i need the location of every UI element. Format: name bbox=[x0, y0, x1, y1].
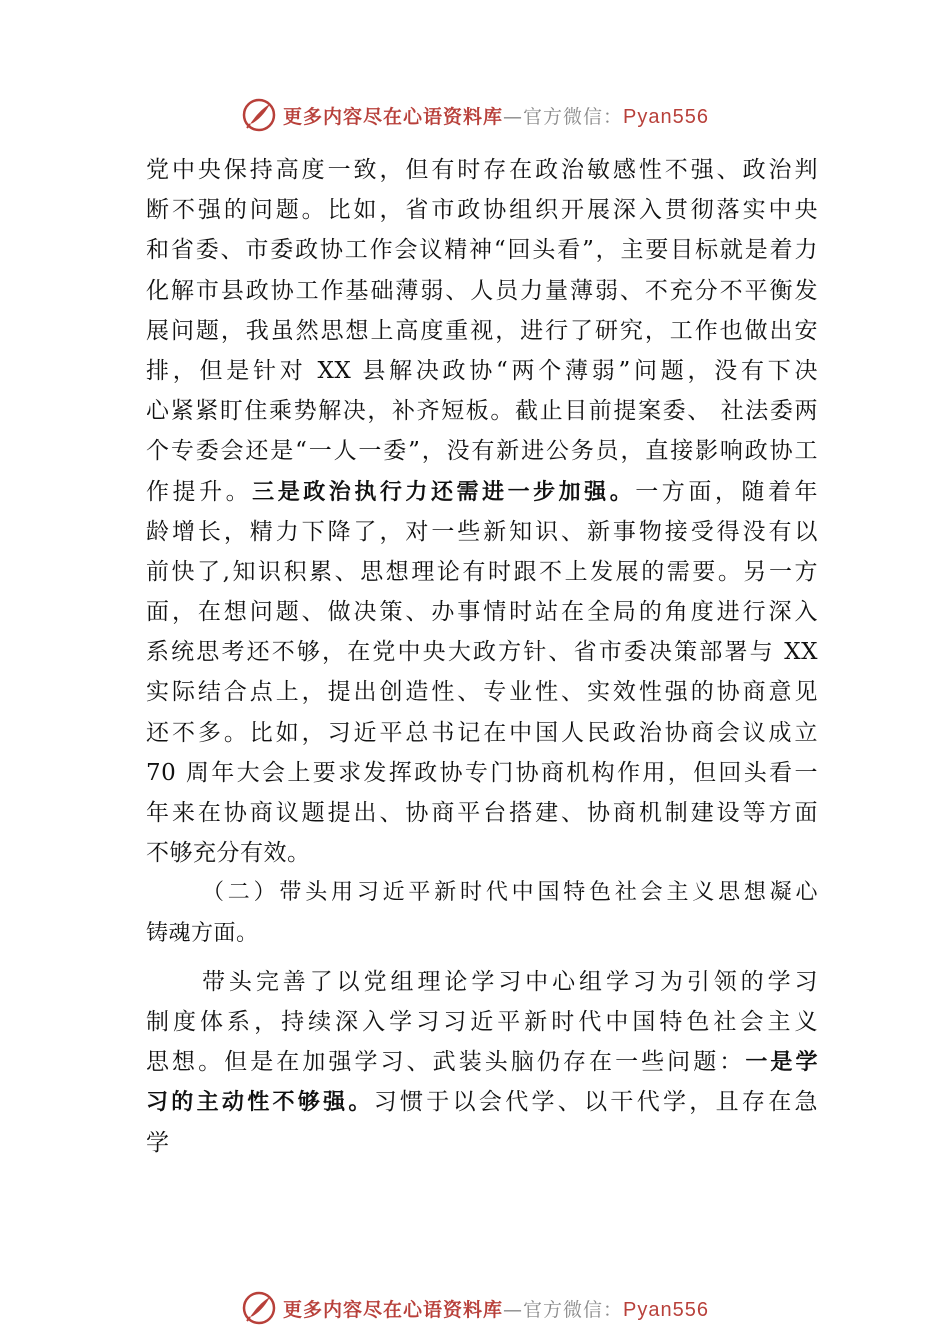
text-line bbox=[146, 1082, 818, 1122]
footer-text bbox=[283, 1295, 709, 1322]
header-banner bbox=[0, 95, 950, 135]
quill-logo-icon bbox=[241, 97, 277, 133]
header-text bbox=[283, 102, 709, 129]
text-line: 带头完善了以党组理论学习中心组学习为引领的学习 bbox=[202, 968, 818, 995]
text-line: 和省委、市委政协工作会议精神“回头看”，主要目标就是着力 bbox=[146, 237, 818, 264]
text-line: 断不强的问题。比如，省市政协组织开展深入贯彻落实中央 bbox=[146, 197, 818, 224]
header-dash: — bbox=[503, 105, 524, 128]
bold-point: 三是政治执行力还需进一步加强。 bbox=[252, 479, 636, 505]
header-site-name: 更多内容尽在心语资料库 bbox=[283, 105, 504, 128]
section-heading: （二）带头用习近平新时代中国特色社会主义思想凝心 bbox=[202, 880, 818, 906]
text-line bbox=[146, 1042, 818, 1082]
text-line: 排，但是针对 XX 县解决政协“两个薄弱”问题，没有下决 bbox=[146, 357, 818, 384]
quill-logo-icon bbox=[241, 1290, 277, 1326]
text-line: 党中央保持高度一致，但有时存在政治敏感性不强、政治判 bbox=[146, 157, 818, 183]
text-line: 系统思考还不够，在党中央大政方针、省市委决策部署与 XX bbox=[146, 639, 818, 666]
text-segment: 作提升。 bbox=[146, 478, 253, 505]
text-segment: 习惯于以会代学、以干代学，且存在急 bbox=[373, 1089, 818, 1116]
header-wechat-label: 官方微信： bbox=[523, 105, 624, 128]
bold-point: 习的主动性不够强。 bbox=[146, 1090, 374, 1116]
text-line: 化解市县政协工作基础薄弱、人员力量薄弱、不充分不平衡发 bbox=[146, 277, 818, 304]
text-segment: 思想。但是在加强学习、武装头脑仍存在一些问题： bbox=[146, 1049, 746, 1076]
text-line: 实际结合点上，提出创造性、专业性、实效性强的协商意见 bbox=[146, 679, 818, 706]
document-body bbox=[146, 150, 818, 1163]
text-line: 还不多。比如，习近平总书记在中国人民政治协商会议成立 bbox=[146, 719, 818, 746]
footer-site-name: 更多内容尽在心语资料库 bbox=[283, 1298, 504, 1321]
text-line: 制度体系，持续深入学习习近平新时代中国特色社会主义 bbox=[146, 1008, 818, 1035]
footer-wechat-id: Pyan556 bbox=[623, 1298, 709, 1321]
footer-banner bbox=[0, 1288, 950, 1328]
text-line: 心紧紧盯住乘势解决，补齐短板。截止目前提案委、 社法委两 bbox=[146, 398, 818, 425]
text-line: 龄增长，精力下降了，对一些新知识、新事物接受得没有以 bbox=[146, 518, 818, 545]
text-line: 70 周年大会上要求发挥政协专门协商机构作用，但回头看一 bbox=[146, 759, 818, 786]
text-segment: 一方面，随着年 bbox=[635, 478, 818, 505]
bold-point: 一是学 bbox=[745, 1050, 818, 1076]
text-line: 不够充分有效。 bbox=[146, 840, 311, 867]
text-line: 个专委会还是“一人一委”，没有新进公务员，直接影响政协工 bbox=[146, 438, 818, 465]
footer-wechat-label: 官方微信： bbox=[523, 1298, 624, 1321]
footer-dash: — bbox=[503, 1298, 524, 1321]
text-line: 学 bbox=[146, 1129, 170, 1156]
text-line: 年来在协商议题提出、协商平台搭建、协商机制建设等方面 bbox=[146, 800, 818, 826]
text-line: 展问题，我虽然思想上高度重视，进行了研究，工作也做出安 bbox=[146, 317, 818, 344]
text-line: 前快了,知识积累、思想理论有时跟不上发展的需要。另一方 bbox=[146, 558, 818, 585]
text-line: 面，在想问题、做决策、办事情时站在全局的角度进行深入 bbox=[146, 599, 818, 626]
section-heading-cont: 铸魂方面。 bbox=[146, 920, 259, 946]
header-wechat-id: Pyan556 bbox=[623, 105, 709, 128]
text-line bbox=[146, 472, 818, 512]
